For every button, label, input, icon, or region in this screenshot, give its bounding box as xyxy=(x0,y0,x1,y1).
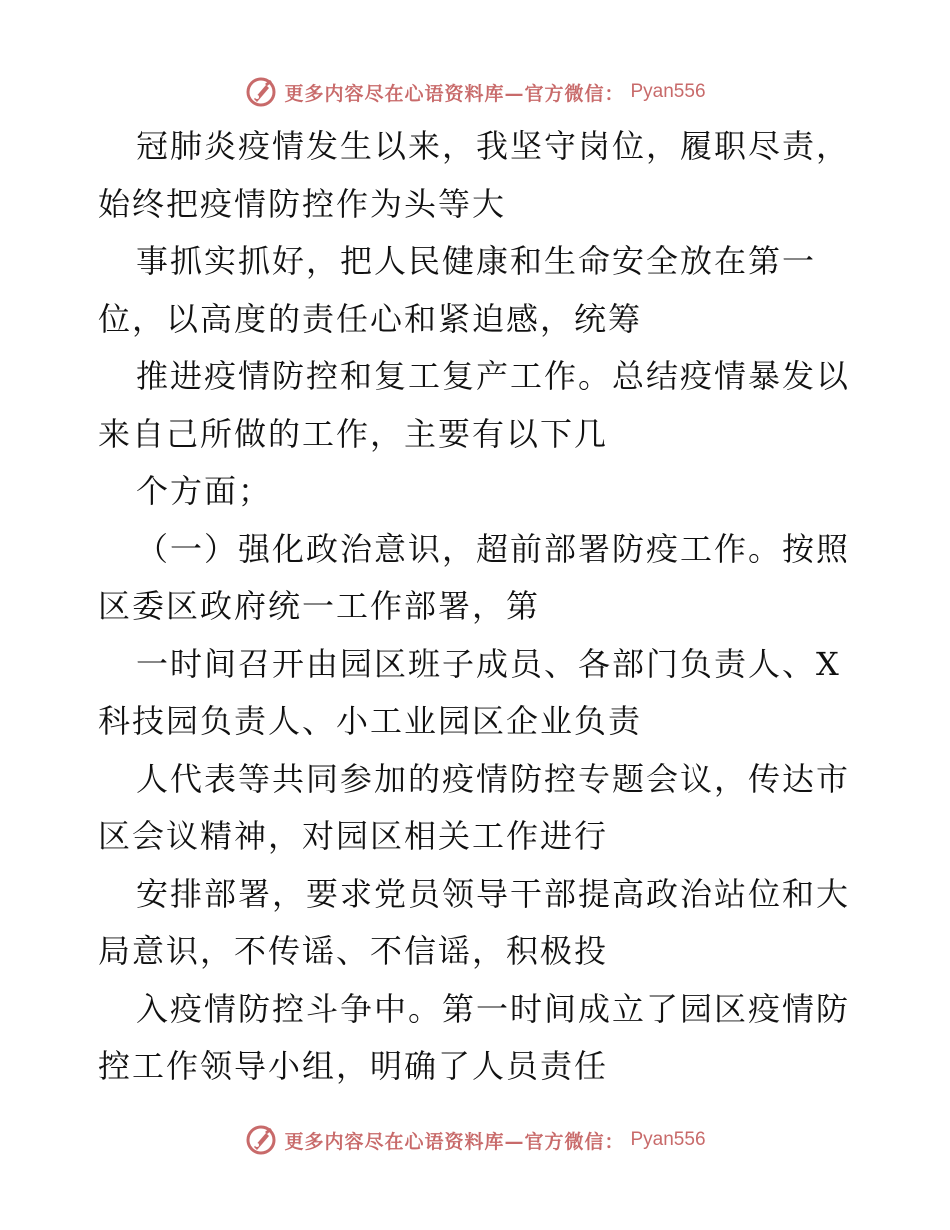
text-line: 控工作领导小组，明确了人员责任 xyxy=(98,1047,609,1085)
text-line: 区会议精神，对园区相关工作进行 xyxy=(98,817,609,855)
text-line: 来自己所做的工作，主要有以下几 xyxy=(98,414,609,453)
text-line: 位，以高度的责任心和紧迫感，统筹 xyxy=(98,299,643,338)
text-line: 一时间召开由园区班子成员、各部门负责人、X xyxy=(136,644,841,683)
text-line: 局意识，不传谣、不信谣，积极投 xyxy=(98,932,609,970)
watermark-wechat-id: Pyan556 xyxy=(630,81,706,102)
watermark-text: 更多内容尽在心语资料库—官方微信： xyxy=(284,1130,625,1153)
watermark-text: 更多内容尽在心语资料库—官方微信： xyxy=(284,82,625,105)
text-line: 科技园负责人、小工业园区企业负责 xyxy=(98,702,643,740)
footer-watermark xyxy=(0,1120,950,1160)
text-line: 推进疫情防控和复工复产工作。总结疫情暴发以 xyxy=(136,357,851,395)
watermark-wechat-id: Pyan556 xyxy=(630,1129,706,1150)
text-line: （一）强化政治意识，超前部署防疫工作。按照 xyxy=(136,529,851,568)
text-line: 安排部署，要求党员领导干部提高政治站位和大 xyxy=(136,874,851,913)
document-body xyxy=(98,118,858,1096)
text-line: 区委区政府统一工作部署，第 xyxy=(98,587,541,625)
pen-nib-logo-icon xyxy=(244,75,278,109)
text-line: 事抓实抓好，把人民健康和生命安全放在第一 xyxy=(136,242,817,280)
text-line: 人代表等共同参加的疫情防控专题会议，传达市 xyxy=(136,759,851,798)
pen-nib-logo-icon xyxy=(244,1123,278,1157)
header-watermark xyxy=(0,72,950,112)
text-line: 始终把疫情防控作为头等大 xyxy=(98,184,507,223)
text-line: 个方面； xyxy=(136,472,273,510)
text-line: 冠肺炎疫情发生以来，我坚守岗位，履职尽责， xyxy=(136,127,851,165)
text-line: 入疫情防控斗争中。第一时间成立了园区疫情防 xyxy=(136,989,851,1028)
